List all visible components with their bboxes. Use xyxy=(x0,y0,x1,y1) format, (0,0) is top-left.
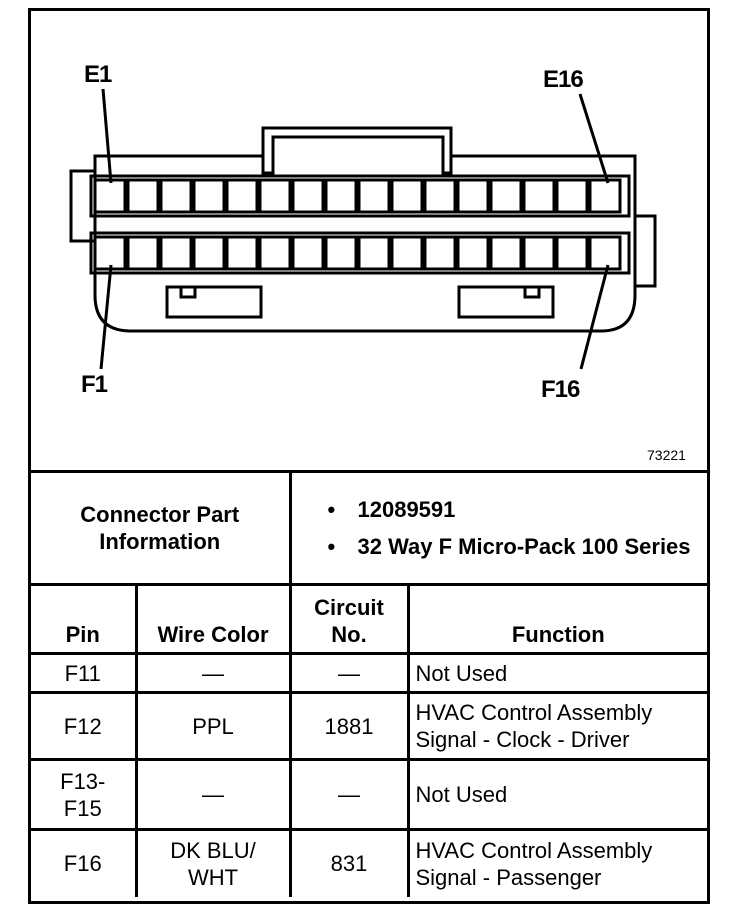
right-tab xyxy=(635,216,655,286)
pin-cavity-f13 xyxy=(491,237,521,269)
table-header-row xyxy=(31,585,707,654)
cell-wire-color: — xyxy=(136,760,290,830)
pin-cavity-e9 xyxy=(359,180,389,212)
pin-cavity-f12 xyxy=(458,237,488,269)
cell-circuit: 1881 xyxy=(290,693,408,760)
pin-cavity-f11 xyxy=(425,237,455,269)
pin-cavity-f8 xyxy=(326,237,356,269)
pin-cavity-e5 xyxy=(227,180,257,212)
label-f16: F16 xyxy=(541,376,580,403)
connector-drawing xyxy=(31,11,707,470)
pin-cavity-e8 xyxy=(326,180,356,212)
pin-cavity-e14 xyxy=(524,180,554,212)
figure-number: 73221 xyxy=(647,447,686,463)
label-e16: E16 xyxy=(543,66,583,93)
pin-cavity-e7 xyxy=(293,180,323,212)
pin-cavity-f14 xyxy=(524,237,554,269)
pin-cavity-e3 xyxy=(161,180,191,212)
table-row xyxy=(31,654,707,693)
left-key-notch xyxy=(181,287,195,297)
pin-cavity-f9 xyxy=(359,237,389,269)
pin-cavity-e16 xyxy=(590,180,620,212)
pin-cavity-f1 xyxy=(95,237,125,269)
table-row xyxy=(31,693,707,760)
pin-cavity-f3 xyxy=(161,237,191,269)
connector-latch xyxy=(263,128,451,173)
cell-circuit: 831 xyxy=(290,830,408,897)
pin-cavity-e4 xyxy=(194,180,224,212)
right-key-notch xyxy=(525,287,539,297)
cell-function: HVAC Control Assembly Signal - Clock - Driver xyxy=(408,693,707,760)
cell-circuit: — xyxy=(290,654,408,693)
pin-cavity-f4 xyxy=(194,237,224,269)
pin-cavity-f5 xyxy=(227,237,257,269)
cell-circuit: — xyxy=(290,760,408,830)
cell-wire-color: PPL xyxy=(136,693,290,760)
pin-cavity-f16 xyxy=(590,237,620,269)
connector-part-number: • 12089591 xyxy=(328,496,702,523)
cell-pin: F13-F15 xyxy=(31,760,136,830)
leader-f16 xyxy=(581,265,608,369)
pin-cavity-f6 xyxy=(260,237,290,269)
table-row xyxy=(31,830,707,897)
cell-function: HVAC Control Assembly Signal - Passenger xyxy=(408,830,707,897)
connector-description: • 32 Way F Micro-Pack 100 Series xyxy=(328,533,702,560)
pin-cavity-e12 xyxy=(458,180,488,212)
connector-info-items xyxy=(290,472,707,585)
table-row xyxy=(31,760,707,830)
cell-wire-color: — xyxy=(136,654,290,693)
cell-function: Not Used xyxy=(408,654,707,693)
cell-pin: F16 xyxy=(31,830,136,897)
pin-cavity-e1 xyxy=(95,180,125,212)
leader-e1 xyxy=(103,89,111,183)
cell-pin: F11 xyxy=(31,654,136,693)
label-e1: E1 xyxy=(84,61,112,88)
header-pin: Pin xyxy=(31,585,136,654)
pin-cavity-f7 xyxy=(293,237,323,269)
header-circuit: Circuit No. xyxy=(290,585,408,654)
pin-cavity-f2 xyxy=(128,237,158,269)
connector-diagram xyxy=(31,11,707,470)
pin-cavity-e6 xyxy=(260,180,290,212)
pin-cavity-e10 xyxy=(392,180,422,212)
cell-pin: F12 xyxy=(31,693,136,760)
connector-info-heading: Connector Part Information xyxy=(31,472,290,585)
pin-cavity-e2 xyxy=(128,180,158,212)
connector-table xyxy=(31,470,707,897)
leader-e16 xyxy=(580,94,608,183)
pin-cavity-e15 xyxy=(557,180,587,212)
connector-info-row xyxy=(31,472,707,585)
header-function: Function xyxy=(408,585,707,654)
header-wire-color: Wire Color xyxy=(136,585,290,654)
cell-wire-color: DK BLU/ WHT xyxy=(136,830,290,897)
pin-cavity-f15 xyxy=(557,237,587,269)
label-f1: F1 xyxy=(81,371,108,398)
leader-f1 xyxy=(101,265,111,369)
cell-function: Not Used xyxy=(408,760,707,830)
pin-cavity-e11 xyxy=(425,180,455,212)
connector-sheet xyxy=(28,8,710,904)
pin-cavity-e13 xyxy=(491,180,521,212)
pin-cavity-f10 xyxy=(392,237,422,269)
